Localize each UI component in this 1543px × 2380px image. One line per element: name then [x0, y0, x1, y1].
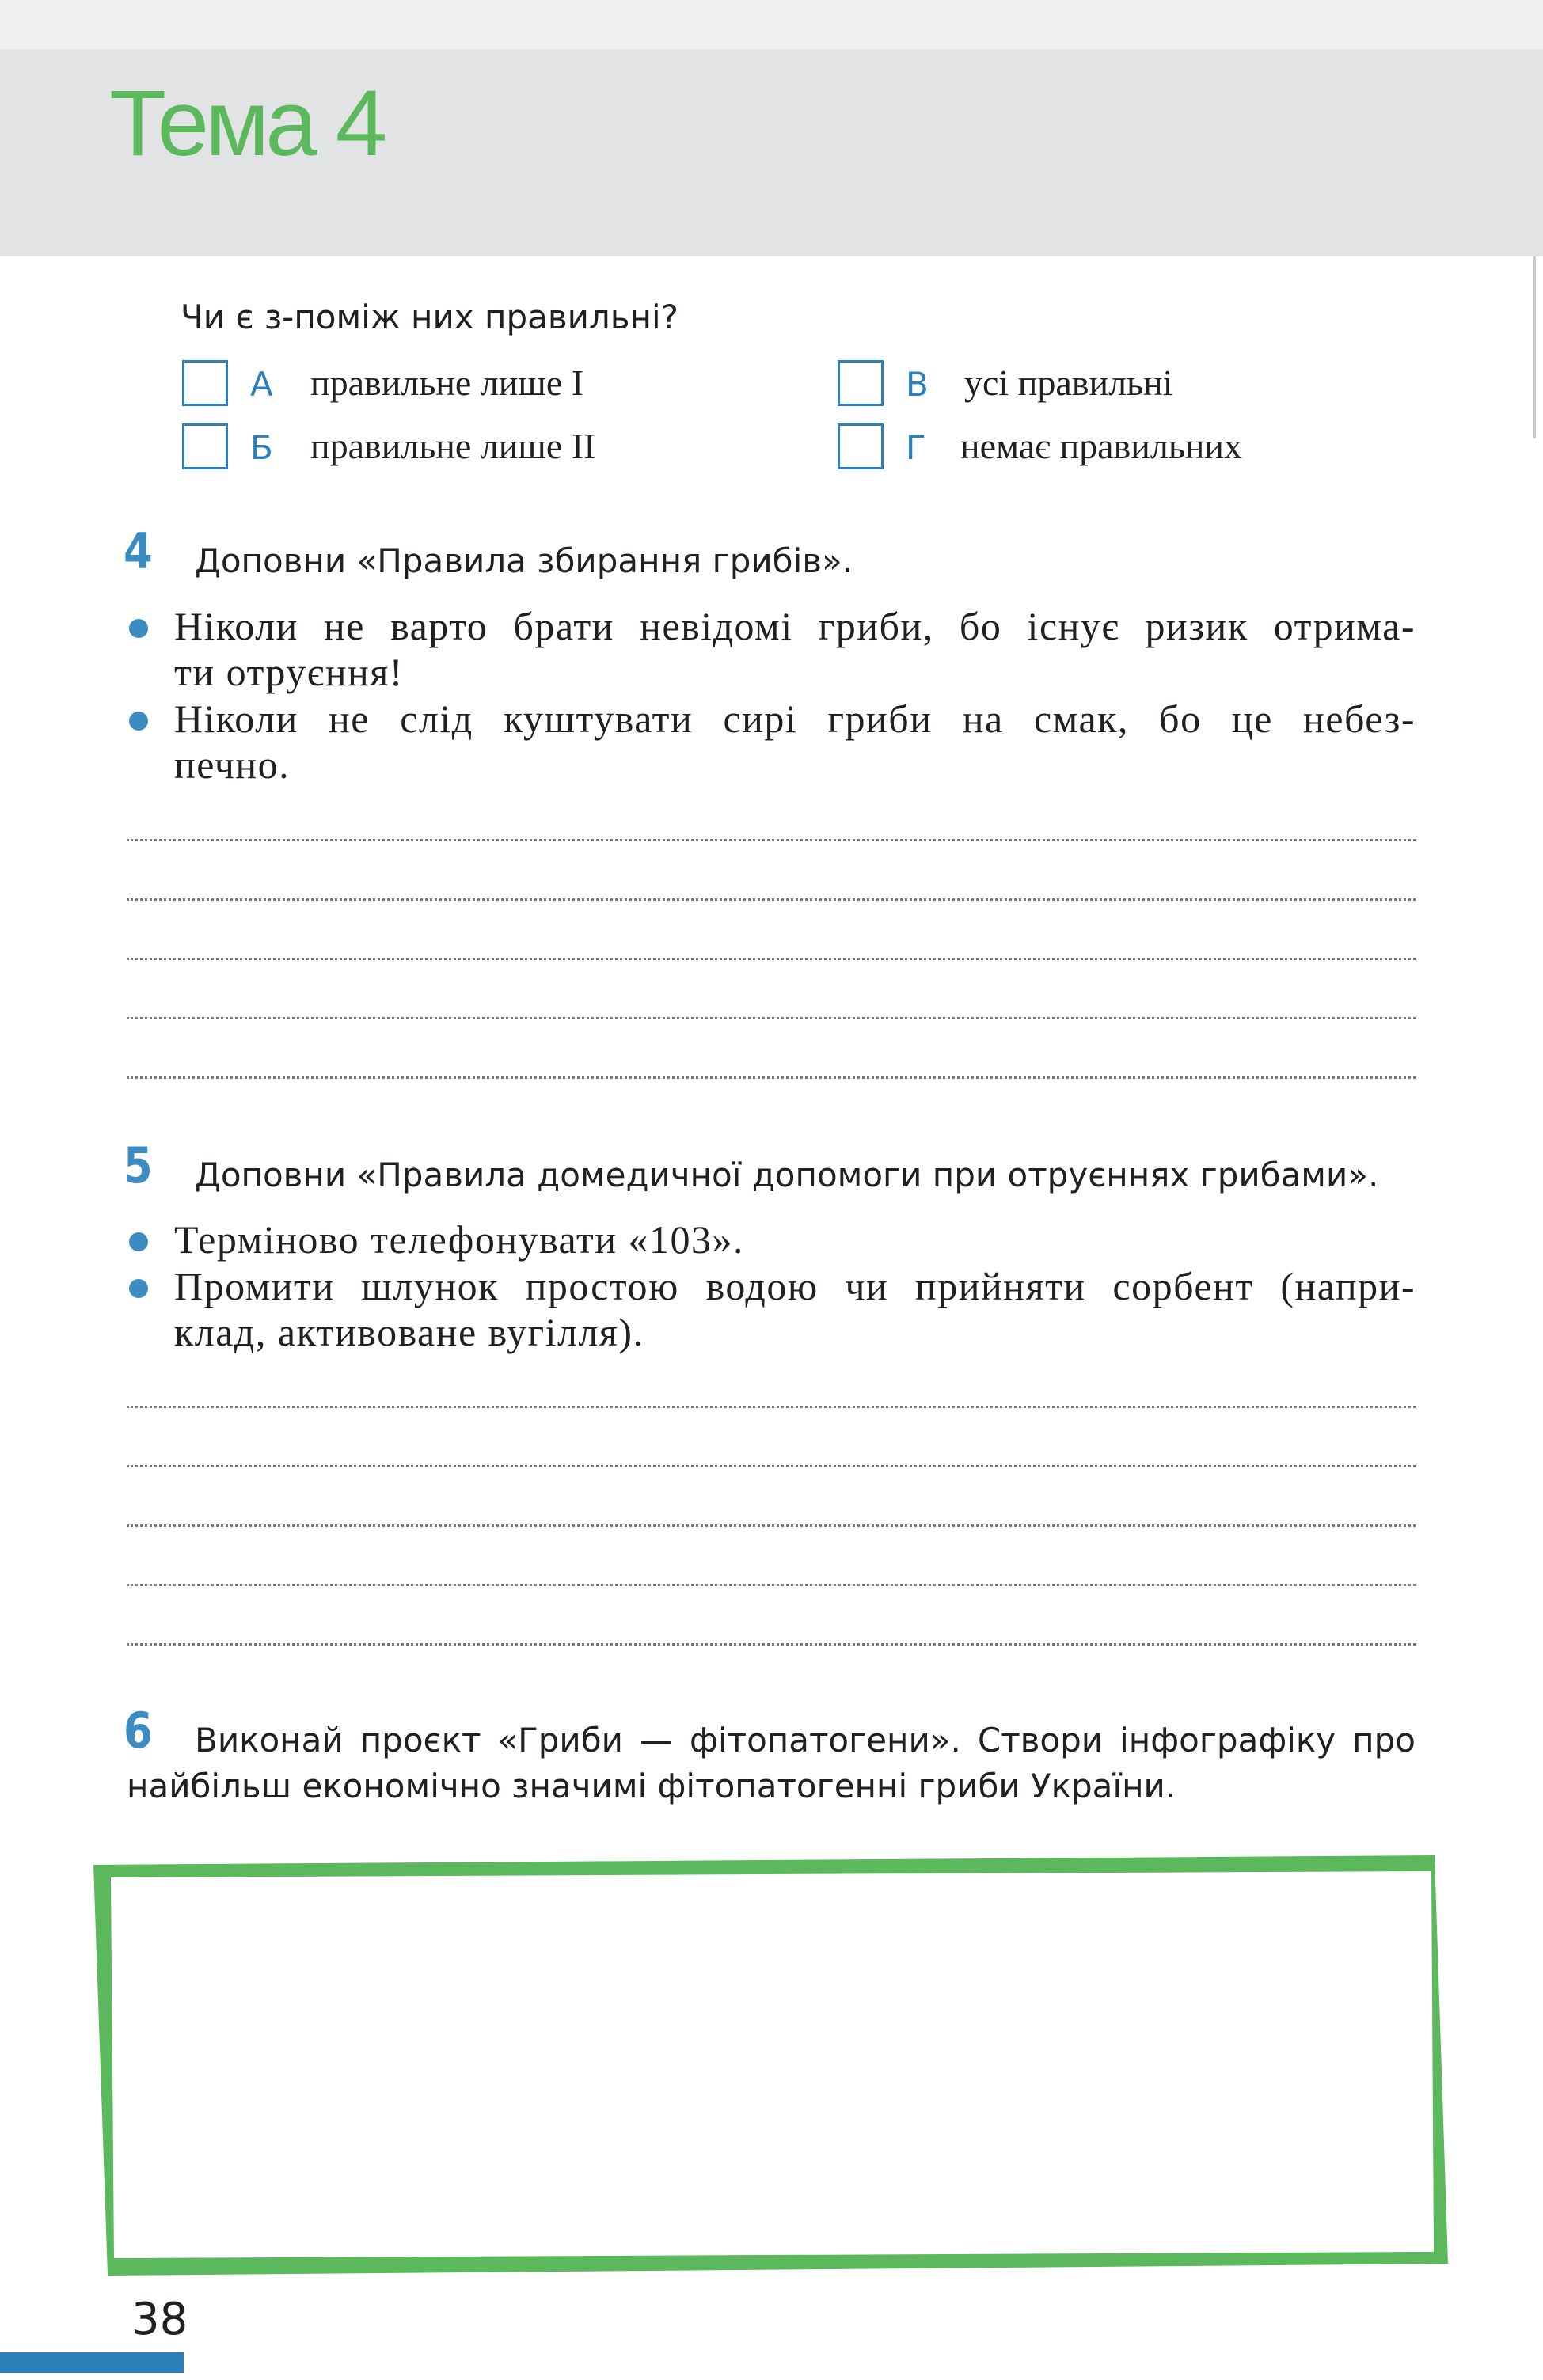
option-v-letter: В [906, 365, 929, 404]
topic-title: Тема 4 [109, 71, 384, 176]
task-6-text-line-2: найбільш економічно значимі фітопатогенні гриби України. [127, 1767, 1176, 1805]
task-4-bullet-2-line-2: печно. [174, 742, 291, 787]
option-a-text: правильне лише I [310, 363, 584, 403]
option-b-text: правильне лише II [310, 426, 596, 466]
page-number-bar [0, 2352, 184, 2373]
task-4-text: Доповни «Правила збирання грибів». [195, 541, 853, 580]
option-g-letter: Г [906, 428, 926, 467]
option-g-text: немає правильних [960, 426, 1243, 466]
option-a-letter: А [250, 365, 273, 404]
page-number: 38 [131, 2294, 188, 2345]
task-5-text: Доповни «Правила домедичної допомоги при отруєннях грибами». [195, 1156, 1379, 1194]
question-prompt: Чи є з-поміж них правильні? [181, 298, 678, 336]
task-5-bullet-2-line-1: Промити шлунок простою водою чи прийняти сорбент (напри- [174, 1264, 1416, 1308]
task-6-text-line-1: Виконай проєкт «Гриби — фітопатогени». Створи інфографіку про [195, 1721, 1416, 1759]
task-4-number: 4 [124, 522, 153, 580]
task-5-number: 5 [124, 1137, 153, 1194]
option-v-text: усі правильні [964, 363, 1173, 403]
task-6-number: 6 [124, 1702, 153, 1759]
answer-frame-area[interactable] [111, 1871, 1434, 2258]
option-b-letter: Б [250, 428, 273, 467]
task-4-bullet-1-line-1: Ніколи не варто брати невідомі гриби, бо існує ризик отрима- [174, 604, 1416, 648]
task-4-bullet-2-line-1: Ніколи не слід куштувати сирі гриби на смак, бо це небез- [174, 697, 1416, 741]
task-5-bullet-2-line-2: клад, активоване вугілля). [174, 1310, 644, 1354]
task-4-bullet-1-line-2: ти отруєння! [174, 650, 404, 694]
task-5-bullet-1-line-1: Терміново телефонувати «103». [174, 1217, 745, 1262]
